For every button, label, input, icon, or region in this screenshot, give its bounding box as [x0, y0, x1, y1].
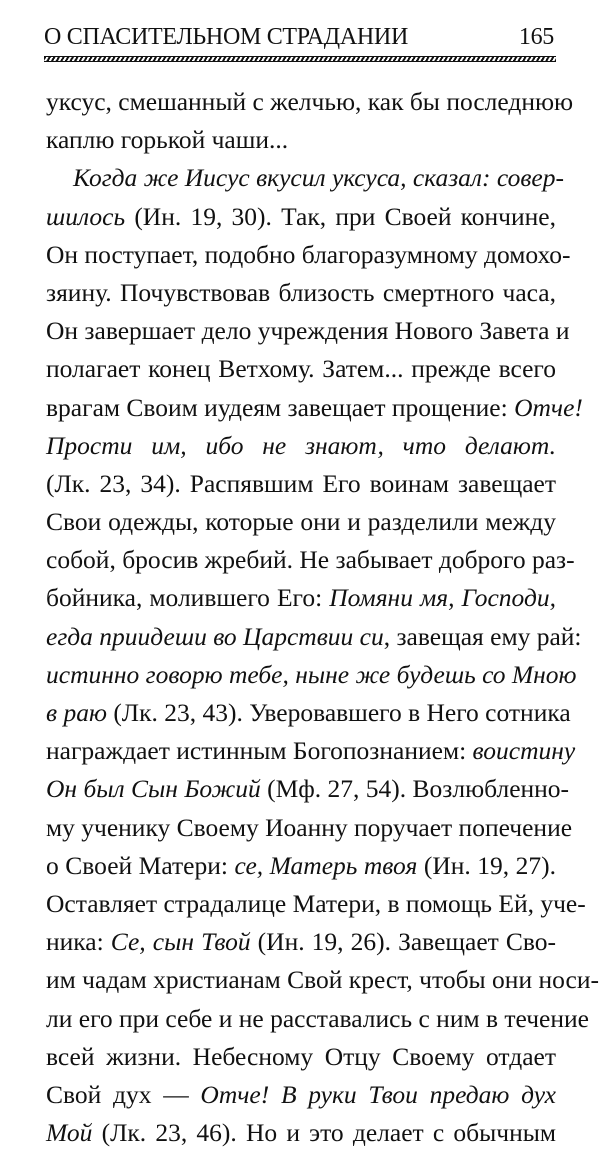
text-line [46, 427, 556, 465]
text-run: ника: [46, 927, 111, 957]
running-header [44, 24, 556, 52]
text-line [46, 732, 576, 770]
text-run: (Ин. 19, 30). Так, при Своей кончине, [125, 201, 556, 231]
text-run: бойника, молившего Его: [46, 583, 330, 613]
text-line [46, 541, 575, 579]
italic-quote: Отче! В руки Твои предаю дух [200, 1079, 556, 1109]
text-line [46, 198, 556, 236]
text-run: собой, бросив жребий. Не забывает доброго раз- [46, 545, 575, 575]
italic-quote: Когда же Иисус вкусил уксуса, сказал: совер- [73, 163, 564, 193]
text-line [46, 503, 556, 541]
italic-quote: в раю [46, 698, 107, 727]
text-line [46, 1114, 556, 1152]
text-line [46, 465, 556, 503]
italic-quote: воистину [472, 736, 576, 766]
text-run: Он поступает, подобно благоразумному домохо- [46, 239, 571, 269]
text-line [46, 770, 570, 808]
italic-quote: Прости им, ибо не знают, что делают. [46, 430, 556, 460]
text-line [46, 847, 556, 885]
italic-quote: Он был Сын Божий [46, 774, 261, 804]
italic-quote: Помяни мя, Господи, [329, 583, 556, 613]
text-line [46, 809, 573, 847]
body-text [46, 83, 599, 1152]
chapter-title: О СПАСИТЕЛЬНОМ СТРАДАНИИ [44, 24, 408, 50]
rope-rule-divider [44, 56, 556, 62]
italic-quote: се, Матерь твоя [234, 850, 418, 880]
text-run: (Лк. 23, 34). Распявшим Его воинам завещает [46, 468, 556, 498]
text-run: ли его при себе и не расставались с ним в течение [46, 1003, 589, 1033]
text-run: (Мф. 27, 54). Возлюбленно- [260, 774, 570, 804]
text-run: награждает истинным Богопознанием: [46, 736, 473, 766]
text-run: врагам Своим иудеям завещает прощение: [46, 392, 515, 422]
page-number: 165 [518, 24, 554, 50]
text-line [46, 274, 556, 312]
text-line [46, 694, 571, 732]
italic-quote: Се, сын Твой [110, 927, 251, 957]
text-run: (Лк. 23, 46). Но и это делает с обычным [92, 1118, 556, 1148]
text-run: (Ин. 19, 26). Завещает Сво- [250, 927, 557, 957]
text-run: Оставляет страдалице Матери, в помощь Ей, уче- [46, 888, 586, 918]
italic-quote: истинно говорю тебе, ныне же будешь со Мною [46, 659, 577, 689]
text-run: всей жизни. Небесному Отцу Своему отдает [46, 1041, 556, 1071]
text-line [46, 1038, 556, 1076]
text-line [46, 312, 570, 350]
text-line [46, 961, 599, 999]
italic-quote: Отче! [514, 392, 583, 422]
text-run: Он завершает дело учреждения Нового Завета и [46, 316, 570, 346]
text-run: зяину. Почувствовав близость смертного часа, [46, 277, 556, 307]
text-line [46, 1000, 589, 1038]
text-line [46, 159, 564, 197]
text-run: уксус, смешанный с желчью, как бы последнюю [46, 87, 574, 116]
text-line [46, 236, 571, 274]
text-line [46, 1076, 556, 1114]
text-line [46, 350, 556, 388]
text-run: им чадам христианам Свой крест, чтобы они носи- [46, 965, 599, 995]
text-run: му ученику Своему Иоанну поручает попечение [46, 812, 573, 842]
text-run: (Ин. 19, 27). [417, 850, 557, 880]
text-line [46, 656, 577, 694]
text-line [46, 618, 582, 656]
text-line [46, 579, 556, 617]
text-run: полагает конец Ветхому. Затем... прежде всего [46, 354, 556, 384]
italic-quote: Мой [46, 1118, 93, 1148]
text-line [46, 885, 586, 923]
text-line [46, 923, 556, 961]
text-line [46, 389, 583, 427]
italic-quote: егда приидеши во Царствии си [46, 621, 384, 651]
text-run: о Своей Матери: [46, 850, 235, 880]
text-run: каплю горькой чаши... [46, 125, 289, 155]
text-line [46, 83, 574, 121]
italic-quote: шилось [46, 201, 126, 231]
text-run: (Лк. 23, 43). Уверовавшего в Него сотника [106, 698, 571, 727]
text-run: Свои одежды, которые они и разделили между [46, 507, 556, 537]
text-line [46, 121, 556, 159]
text-run: , завещая ему рай: [383, 621, 582, 651]
text-run: Свой дух — [46, 1079, 201, 1109]
